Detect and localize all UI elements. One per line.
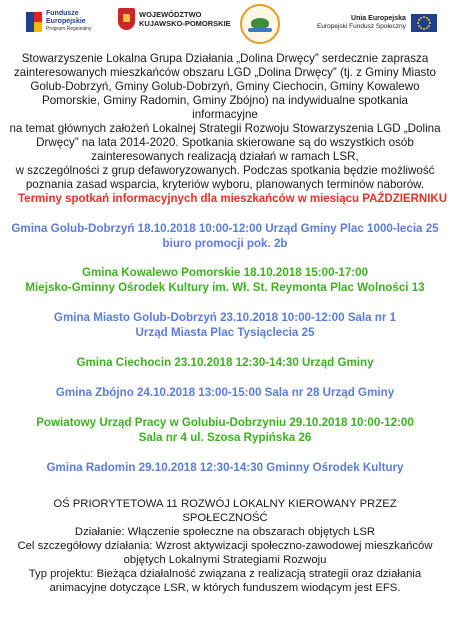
meeting-line: biuro promocji pok. 2b: [162, 237, 288, 250]
fundusze-europejskie-logo: [26, 10, 92, 33]
ue-subtitle: Europejski Fundusz Społeczny: [317, 23, 406, 30]
eu-star-icon: [417, 22, 419, 24]
meeting-line: Urząd Miasta Plac Tysiąclecia 25: [135, 326, 315, 339]
eu-star-icon: [418, 25, 420, 27]
lgd-dolina-drwecy-logo: [240, 4, 280, 44]
meeting-item: [6, 355, 444, 370]
eu-star-icon: [420, 17, 422, 19]
intro-line: zainteresowanych realizacją działań w ramach LSR,: [91, 150, 359, 163]
lgd-emblem-icon: [240, 4, 280, 44]
intro-line: na temat głównych założeń Lokalnej Strategii Rozwoju Stowarzyszenia LGD „Dolina: [9, 122, 441, 135]
meeting-line: Gmina Kowalewo Pomorskie 18.10.2018 15:00-17:00: [81, 266, 369, 279]
eu-star-icon: [429, 22, 431, 24]
meeting-line: Gmina Radomin 29.10.2018 12:30-14:30 Gminny Ośrodek Kultury: [46, 461, 404, 474]
eu-star-icon: [423, 28, 425, 30]
meeting-line: Gmina Ciechocin 23.10.2018 12:30-14:30 Urząd Gminy: [76, 356, 374, 369]
footer-line: Działanie: Włączenie społeczne na obszarach objętych LSR: [74, 526, 376, 538]
intro-line: Golub-Dobrzyń, Gminy Golub-Dobrzyń, Gminy Ciechocin, Gminy Kowalewo: [30, 80, 420, 93]
kp-line-1: WOJEWÓDZTWO: [139, 10, 202, 19]
intro-line: poznania zasad wsparcia, kryteriów wyboru, planowanych terminów naborów.: [25, 178, 425, 191]
footer-line: OŚ PRIORYTETOWA 11 ROZWÓJ LOKALNY KIEROWANY PRZEZ: [53, 498, 397, 510]
footer-line: Cel szczegółowy działania: Wzrost aktywizacji społeczno-zawodowej mieszkańców: [17, 540, 433, 552]
meeting-item: [6, 415, 444, 445]
footer-line: SPOŁECZNOŚĆ: [182, 512, 268, 524]
meeting-line: Powiatowy Urząd Pracy w Golubiu-Dobrzyniu 29.10.2018 10:00-12:00: [36, 416, 414, 429]
meeting-line: Sala nr 4 ul. Szosa Rypińska 26: [138, 431, 312, 444]
intro-line: Pomorskie, Gminy Radomin, Gminy Zbójno) na indywidualne spotkania informacyjne: [41, 94, 408, 121]
fe-title: Fundusze: [46, 10, 79, 17]
meeting-line: Miejsko-Gminny Ośrodek Kultury im. Wł. St. Reymonta Plac Wolności 13: [25, 281, 425, 294]
meeting-item: [6, 265, 444, 295]
meeting-line: Gmina Golub-Dobrzyń 18.10.2018 10:00-12:00 Urząd Gminy Plac 1000-lecia 25: [11, 222, 439, 235]
unia-europejska-logo: [317, 14, 437, 32]
eu-star-icon: [428, 25, 430, 27]
intro-line: w szczególności z grup defaworyzowanych. Podczas spotkania będzie możliwość: [15, 164, 435, 177]
eu-star-icon: [426, 27, 428, 29]
intro-paragraph: [8, 52, 442, 192]
meeting-item: [6, 385, 444, 400]
meeting-item: [6, 460, 444, 475]
coat-of-arms-icon: [118, 8, 135, 30]
intro-line: Stowarzyszenie Lokalna Grupa Działania „Dolina Drwęcy” serdecznie zaprasza: [21, 52, 429, 65]
eu-star-icon: [423, 16, 425, 18]
footer-line: animacyjne dotyczące LSR, w których funduszem wiodącym jest EFS.: [49, 582, 401, 594]
fe-flag-icon: [26, 12, 42, 32]
meetings-heading: Terminy spotkań informacyjnych dla mieszkańców w miesiącu PAŹDZIERNIKU: [18, 193, 448, 205]
meeting-line: Gmina Zbójno 24.10.2018 13:00-15:00 Sala nr 28 Urząd Gminy: [55, 386, 395, 399]
footer-line: Typ projektu: Bieżąca działalność związana z realizacją strategii oraz działania: [28, 568, 422, 580]
fe-title-2: Europejskie: [46, 18, 86, 25]
fe-subtitle: Program Regionalny: [46, 26, 92, 32]
meeting-item: [6, 221, 444, 251]
eu-star-icon: [428, 19, 430, 21]
footer-program-info: [6, 497, 444, 595]
kujawsko-pomorskie-logo: [118, 8, 231, 30]
poster-content: [0, 52, 450, 595]
meeting-item: [6, 310, 444, 340]
eu-flag-icon: [411, 14, 437, 32]
eu-star-icon: [418, 19, 420, 21]
intro-line: Drwęcy” na lata 2014-2020. Spotkania skierowane są do wszystkich osób: [36, 136, 414, 149]
footer-line: objętych Lokalnymi Strategiami Rozwoju: [123, 554, 327, 566]
eu-star-icon: [420, 27, 422, 29]
intro-line: zainteresowanych mieszkańców obszaru LGD „Dolina Drwęcy” (tj. z Gminy Miasto: [13, 66, 437, 79]
logo-bar: [0, 0, 450, 52]
meeting-line: Gmina Miasto Golub-Dobrzyń 23.10.2018 10:00-12:00 Sala nr 1: [53, 311, 397, 324]
ue-title: Unia Europejska: [351, 15, 406, 22]
kp-line-2: KUJAWSKO-POMORSKIE: [139, 19, 231, 28]
